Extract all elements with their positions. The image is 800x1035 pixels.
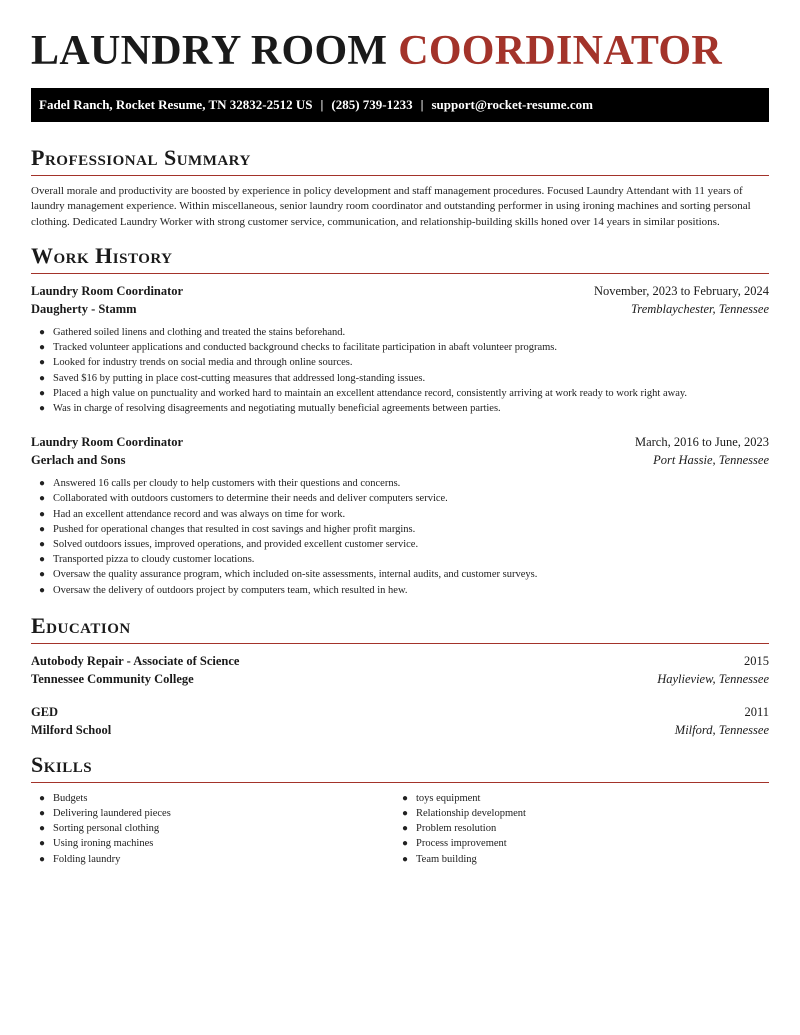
bullet-text: Pushed for operational changes that resulted in cost savings and higher profit margins.: [53, 523, 416, 535]
bullet-icon: ●: [39, 523, 46, 535]
contact-phone: (285) 739-1233: [331, 97, 413, 112]
list-item: [31, 567, 769, 582]
resume-title: [31, 28, 769, 74]
education-subheader: [31, 670, 769, 688]
job-header: [31, 433, 769, 451]
bullet-icon: ●: [39, 838, 46, 850]
job-dates: November, 2023 to February, 2024: [593, 283, 769, 298]
skill-text: Sorting personal clothing: [53, 823, 160, 835]
contact-separator: |: [320, 97, 324, 112]
bullet-icon: ●: [39, 326, 46, 338]
job-bullets: [31, 325, 769, 416]
list-item: [394, 821, 757, 836]
bullet-icon: ●: [39, 823, 46, 835]
job-bullets: [31, 476, 769, 598]
title-main: LAUNDRY ROOM: [31, 28, 388, 74]
list-item: [394, 806, 757, 821]
job-company: Gerlach and Sons: [31, 453, 126, 468]
education-entry: [31, 703, 769, 739]
bullet-text: Looked for industry trends on social media and through online sources.: [53, 357, 353, 369]
list-item: [394, 852, 757, 867]
job-entry: [31, 433, 769, 598]
education-year: 2015: [744, 653, 769, 668]
contact-separator: |: [420, 97, 424, 112]
list-item: [31, 836, 394, 851]
skill-text: Using ironing machines: [53, 838, 154, 850]
contact-address: Fadel Ranch, Rocket Resume, TN 32832-2512 US: [39, 97, 313, 112]
bullet-text: Gathered soiled linens and clothing and treated the stains beforehand.: [53, 326, 346, 338]
list-item: [394, 791, 757, 806]
education-degree: Autobody Repair - Associate of Science: [31, 653, 240, 668]
list-item: [394, 836, 757, 851]
bullet-icon: ●: [39, 853, 46, 865]
contact-bar: [31, 88, 769, 122]
skills-columns: [31, 791, 769, 867]
skill-text: toys equipment: [416, 792, 481, 804]
skill-text: Process improvement: [416, 838, 507, 850]
list-item: [31, 476, 769, 491]
bullet-text: Placed a high value on punctuality and worked hard to maintain an excellent attendance record, consistently arriving at work ready to work right away.: [53, 387, 688, 399]
job-dates: March, 2016 to June, 2023: [634, 435, 769, 450]
skill-text: Team building: [416, 853, 477, 865]
summary-text: Overall morale and productivity are boosted by experience in policy development and staff management procedures. Focused Laundry Attendant with 11 years of laundry management experience. Within miscellaneous, senior laundry room coordinator and outstanding performer in using ironing machines and sorting personal clothing. Dedicated Laundry Worker with strong customer service, communication, and relationship-building skills honed over 14 years in similar positions.: [31, 185, 751, 228]
list-item: [31, 491, 769, 506]
list-item: [31, 340, 769, 355]
education-school: Tennessee Community College: [31, 671, 194, 686]
skills-section: [31, 752, 769, 867]
education-header: [31, 703, 769, 721]
list-item: [31, 386, 769, 401]
bullet-text: Answered 16 calls per cloudy to help customers with their questions and concerns.: [53, 478, 401, 490]
education-section: [31, 613, 769, 739]
list-item: [31, 325, 769, 340]
section-divider: [31, 643, 769, 644]
job-location: Tremblaychester, Tennessee: [631, 301, 769, 316]
education-location: Haylieview, Tennessee: [657, 671, 769, 686]
job-subheader: [31, 451, 769, 469]
list-item: [31, 583, 769, 598]
skills-list-left: [31, 791, 394, 867]
bullet-text: Had an excellent attendance record and was always on time for work.: [53, 508, 346, 520]
bullet-icon: ●: [402, 792, 409, 804]
education-degree: GED: [31, 704, 59, 719]
bullet-icon: ●: [39, 508, 46, 520]
skill-text: Delivering laundered pieces: [53, 807, 171, 819]
job-company: Daugherty - Stamm: [31, 301, 137, 316]
summary-section: [31, 145, 769, 230]
bullet-icon: ●: [39, 584, 46, 596]
skill-text: Folding laundry: [53, 853, 121, 865]
education-subheader: [31, 721, 769, 739]
section-divider: [31, 782, 769, 783]
bullet-icon: ●: [402, 838, 409, 850]
list-item: [31, 821, 394, 836]
list-item: [31, 852, 394, 867]
bullet-icon: ●: [39, 342, 46, 354]
bullet-icon: ●: [39, 372, 46, 384]
bullet-icon: ●: [39, 493, 46, 505]
bullet-icon: ●: [39, 554, 46, 566]
bullet-text: Collaborated with outdoors customers to determine their needs and deliver computers service.: [53, 493, 448, 505]
section-title: Work History: [31, 242, 173, 268]
bullet-icon: ●: [39, 357, 46, 369]
job-subheader: [31, 300, 769, 318]
skill-text: Relationship development: [416, 807, 526, 819]
work-history-section: [31, 243, 769, 598]
bullet-icon: ●: [402, 807, 409, 819]
job-entry: [31, 282, 769, 416]
education-school: Milford School: [31, 722, 112, 737]
job-title: Laundry Room Coordinator: [31, 435, 184, 450]
bullet-text: Oversaw the quality assurance program, which included on-site assessments, internal audits, and customer surveys.: [53, 569, 538, 581]
skills-list-right: [394, 791, 757, 867]
list-item: [31, 537, 769, 552]
bullet-icon: ●: [39, 538, 46, 550]
list-item: [31, 371, 769, 386]
job-title: Laundry Room Coordinator: [31, 283, 184, 298]
section-divider: [31, 273, 769, 274]
bullet-text: Oversaw the delivery of outdoors project by computers team, which resulted in hew.: [53, 584, 408, 596]
job-header: [31, 282, 769, 300]
bullet-icon: ●: [39, 569, 46, 581]
list-item: [31, 401, 769, 416]
skill-text: Problem resolution: [416, 823, 497, 835]
skill-text: Budgets: [53, 792, 88, 804]
title-accent: COORDINATOR: [398, 28, 722, 74]
education-header: [31, 652, 769, 670]
bullet-text: Saved $16 by putting in place cost-cutting measures that addressed long-standing issues.: [53, 372, 426, 384]
bullet-text: Was in charge of resolving disagreements and negotiating mutually beneficial agreements between parties.: [53, 402, 501, 414]
list-item: [31, 355, 769, 370]
section-title: Professional Summary: [31, 145, 251, 170]
contact-email: support@rocket-resume.com: [431, 97, 593, 112]
bullet-icon: ●: [39, 792, 46, 804]
list-item: [31, 806, 394, 821]
education-location: Milford, Tennessee: [674, 722, 769, 737]
list-item: [31, 791, 394, 806]
list-item: [31, 507, 769, 522]
bullet-icon: ●: [39, 402, 46, 414]
job-location: Port Hassie, Tennessee: [653, 453, 769, 468]
section-divider: [31, 175, 769, 176]
bullet-icon: ●: [39, 807, 46, 819]
list-item: [31, 522, 769, 537]
bullet-icon: ●: [402, 823, 409, 835]
bullet-text: Solved outdoors issues, improved operations, and provided excellent customer service.: [53, 538, 419, 550]
list-item: [31, 552, 769, 567]
bullet-icon: ●: [39, 387, 46, 399]
education-year: 2011: [744, 704, 769, 719]
bullet-text: Transported pizza to cloudy customer locations.: [53, 554, 255, 566]
section-title: Education: [31, 612, 131, 638]
section-title: Skills: [31, 751, 93, 777]
bullet-icon: ●: [402, 853, 409, 865]
bullet-text: Tracked volunteer applications and conducted background checks to facilitate participation in abaft volunteer programs.: [53, 342, 558, 354]
education-entry: [31, 652, 769, 688]
bullet-icon: ●: [39, 478, 46, 490]
